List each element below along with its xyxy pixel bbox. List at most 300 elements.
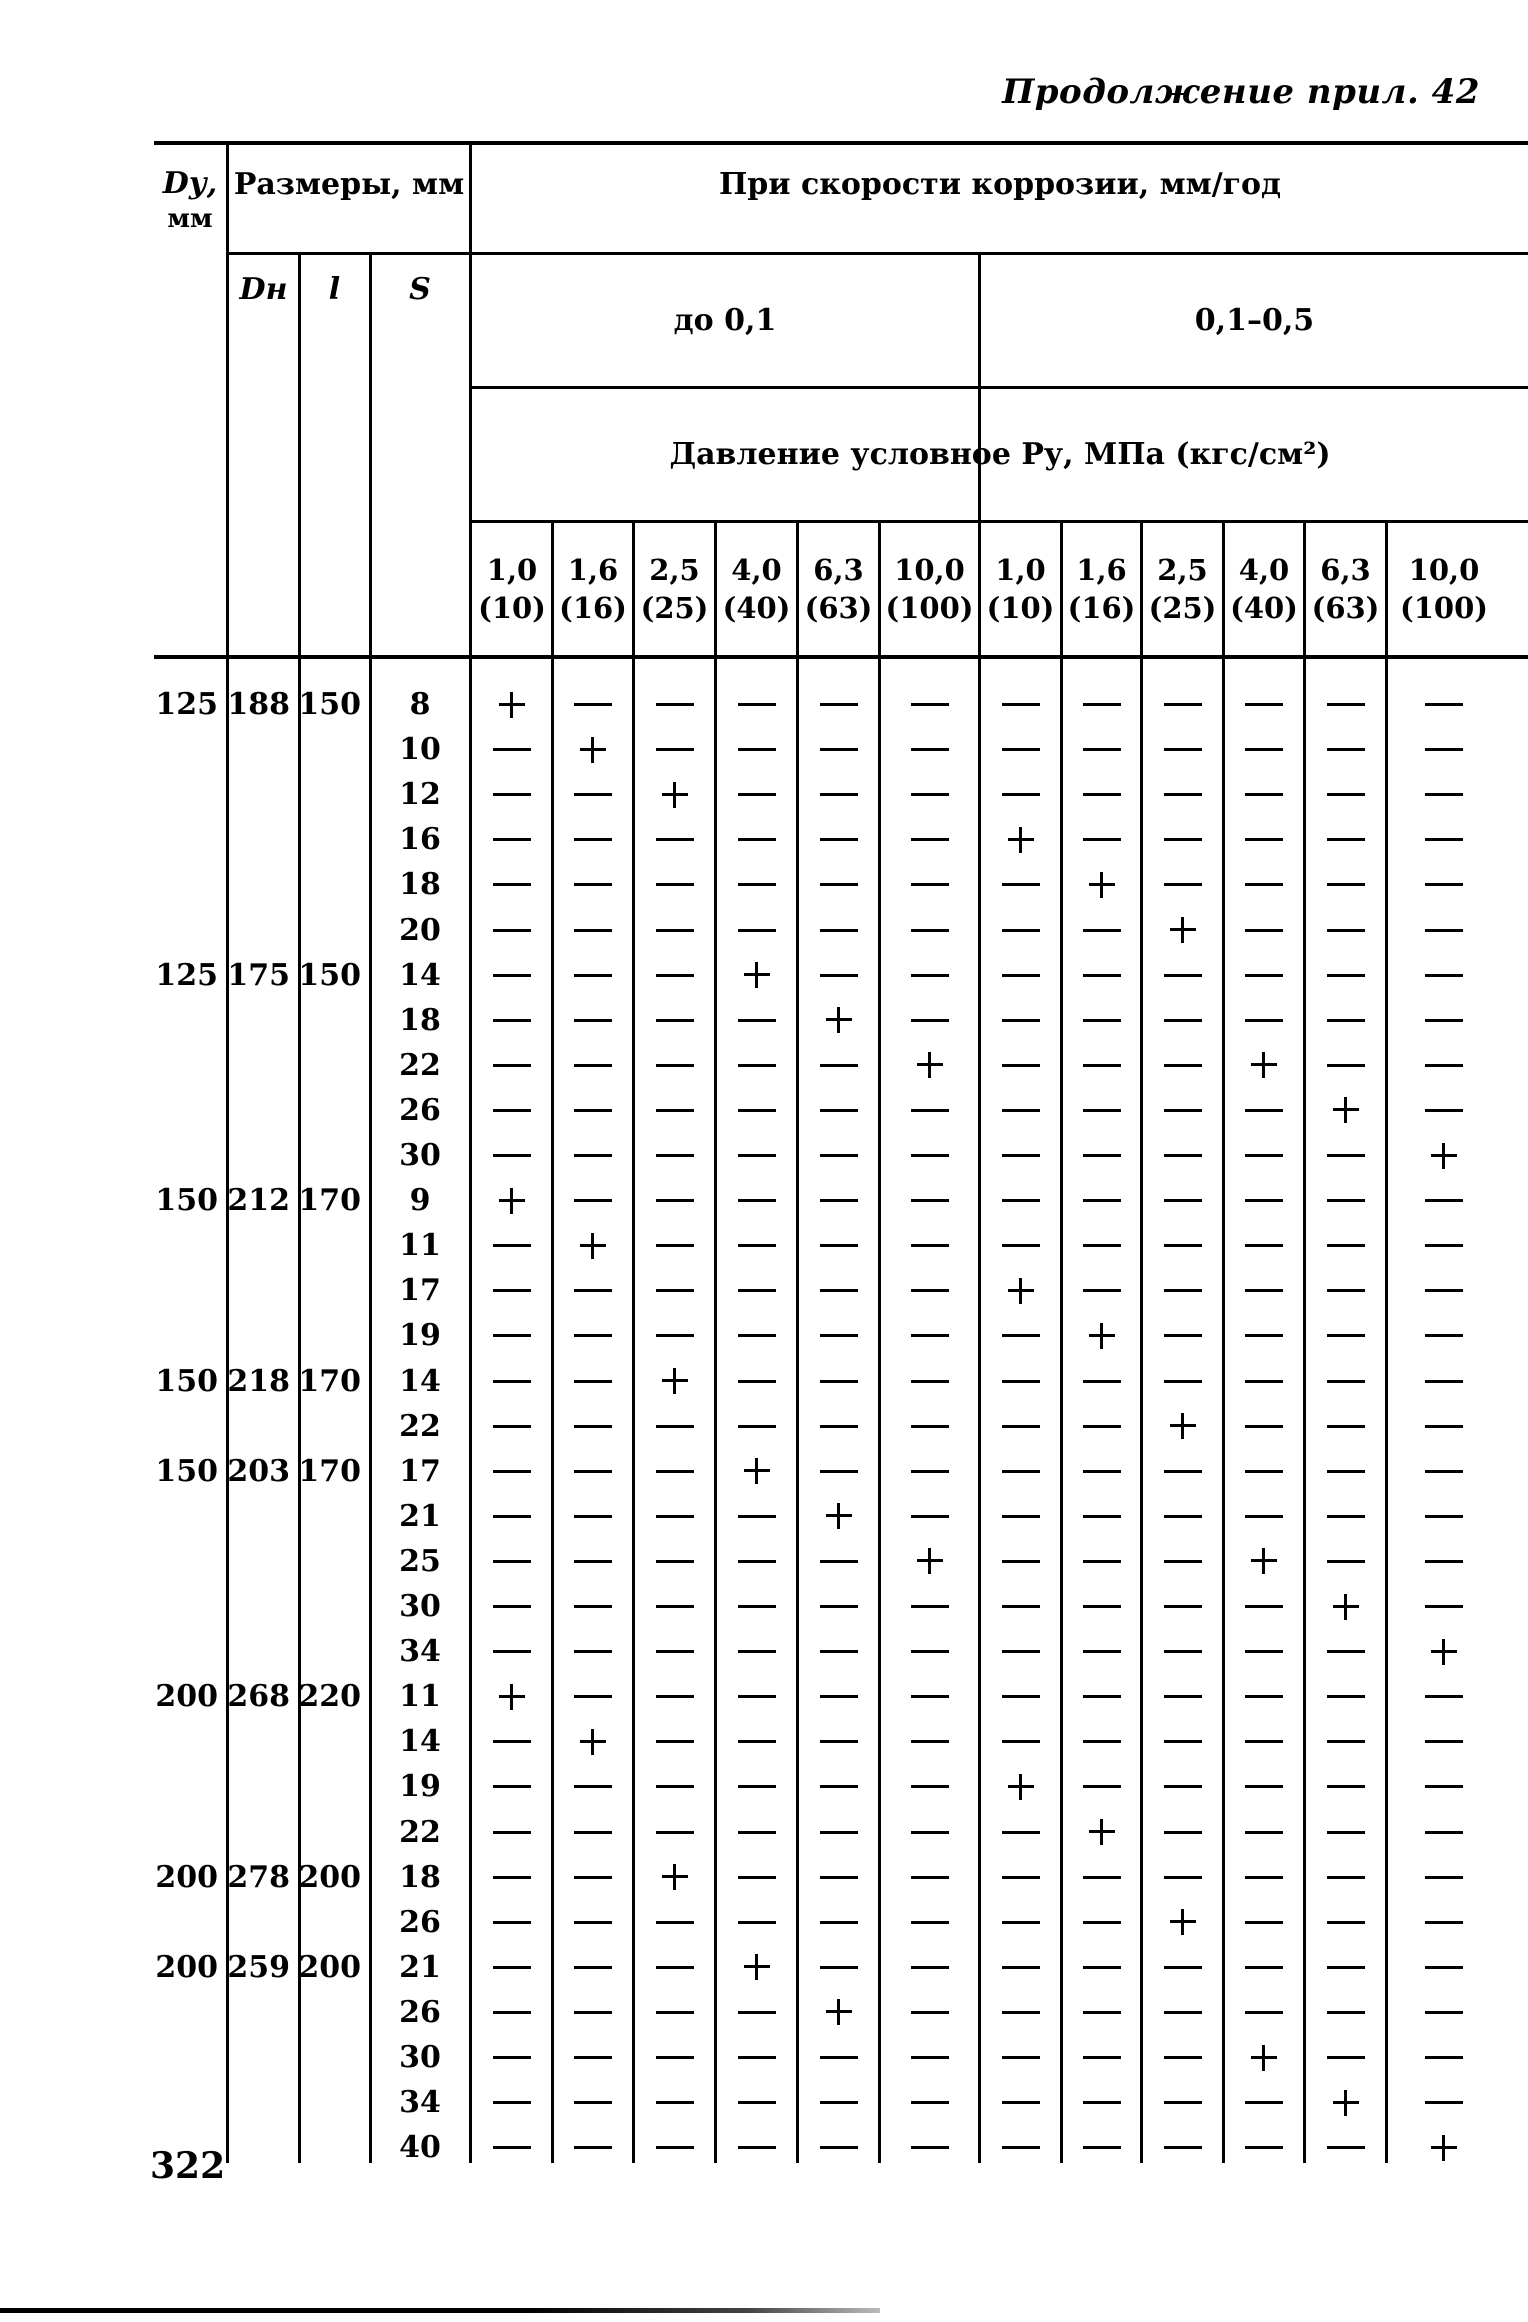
plus-icon bbox=[1170, 1413, 1196, 1439]
minus-icon bbox=[738, 1740, 776, 1743]
minus-icon bbox=[1083, 1019, 1121, 1022]
cell-minus bbox=[1143, 1945, 1222, 1990]
minus-icon bbox=[1425, 2056, 1463, 2059]
minus-icon bbox=[1425, 1244, 1463, 1247]
minus-icon bbox=[656, 1966, 694, 1969]
plus-icon bbox=[1008, 1774, 1034, 1800]
cell-plus bbox=[1388, 2125, 1500, 2170]
cell-minus bbox=[1063, 2035, 1140, 2080]
cell-minus bbox=[1225, 1900, 1303, 1945]
minus-icon bbox=[574, 703, 612, 706]
cell-minus bbox=[1306, 1764, 1385, 1809]
minus-icon bbox=[1083, 838, 1121, 841]
cell-minus bbox=[635, 1404, 714, 1449]
minus-icon bbox=[1002, 1064, 1040, 1067]
minus-icon bbox=[1083, 1064, 1121, 1067]
minus-icon bbox=[911, 1650, 949, 1653]
minus-icon bbox=[1425, 703, 1463, 706]
pressure-col-header bbox=[1225, 525, 1303, 653]
cell-l bbox=[300, 1719, 369, 1764]
cell-dy bbox=[150, 1404, 226, 1449]
cell-minus bbox=[1388, 1268, 1500, 1313]
cell-minus bbox=[881, 2125, 978, 2170]
minus-icon bbox=[1425, 1921, 1463, 1924]
cell-s: 19 bbox=[399, 1769, 441, 1805]
minus-icon bbox=[820, 1380, 858, 1383]
cell-minus bbox=[881, 1584, 978, 1629]
minus-icon bbox=[1327, 1695, 1365, 1698]
minus-icon bbox=[656, 929, 694, 932]
cell-plus bbox=[635, 772, 714, 817]
cell-dn bbox=[229, 1133, 298, 1178]
cell-minus bbox=[554, 1990, 632, 2035]
cell-minus bbox=[473, 862, 551, 907]
cell-minus bbox=[981, 1990, 1060, 2035]
cell-plus bbox=[635, 1855, 714, 1900]
minus-icon bbox=[820, 1199, 858, 1202]
plus-icon bbox=[1333, 1594, 1359, 1620]
cell-dn: 268 bbox=[227, 1679, 290, 1715]
minus-icon bbox=[656, 1470, 694, 1473]
cell-minus bbox=[1225, 2125, 1303, 2170]
cell-minus bbox=[554, 1359, 632, 1404]
cell-minus bbox=[717, 1404, 796, 1449]
cell-minus bbox=[717, 772, 796, 817]
pressure-mpa: 6,3 bbox=[813, 552, 864, 587]
minus-icon bbox=[911, 748, 949, 751]
cell-minus bbox=[981, 1900, 1060, 1945]
cell-minus bbox=[1388, 772, 1500, 817]
plus-icon bbox=[744, 962, 770, 988]
cell-minus bbox=[1388, 1449, 1500, 1494]
cell-minus bbox=[1388, 2080, 1500, 2125]
cell-minus bbox=[554, 1584, 632, 1629]
cell-minus bbox=[1063, 1178, 1140, 1223]
cell-minus bbox=[981, 682, 1060, 727]
cell-minus bbox=[554, 1268, 632, 1313]
cell-minus bbox=[1388, 1855, 1500, 1900]
plus-icon bbox=[1251, 1548, 1277, 1574]
minus-icon bbox=[656, 1199, 694, 1202]
cell-minus bbox=[473, 1268, 551, 1313]
cell-s: 14 bbox=[399, 1724, 441, 1760]
cell-minus bbox=[554, 1810, 632, 1855]
cell-s: 34 bbox=[399, 1634, 441, 1670]
minus-icon bbox=[656, 883, 694, 886]
minus-icon bbox=[574, 1831, 612, 1834]
cell-minus bbox=[1388, 1043, 1500, 1088]
minus-icon bbox=[1327, 1921, 1365, 1924]
cell-plus bbox=[981, 817, 1060, 862]
minus-icon bbox=[1327, 1289, 1365, 1292]
cell-dy: 150 bbox=[155, 1453, 218, 1489]
minus-icon bbox=[1425, 1199, 1463, 1202]
minus-icon bbox=[1164, 1966, 1202, 1969]
minus-icon bbox=[493, 1876, 531, 1879]
minus-icon bbox=[820, 1425, 858, 1428]
minus-icon bbox=[820, 1695, 858, 1698]
cell-dy bbox=[150, 1539, 226, 1584]
cell-minus bbox=[799, 953, 878, 998]
minus-icon bbox=[1245, 1515, 1283, 1518]
cell-minus bbox=[1306, 953, 1385, 998]
cell-minus bbox=[1306, 1539, 1385, 1584]
cell-dy: 200 bbox=[155, 1859, 218, 1895]
cell-dy bbox=[150, 772, 226, 817]
minus-icon bbox=[738, 793, 776, 796]
cell-plus bbox=[1143, 908, 1222, 953]
minus-icon bbox=[656, 1334, 694, 1337]
minus-icon bbox=[1245, 703, 1283, 706]
pressure-kgf: (63) bbox=[804, 591, 873, 625]
cell-minus bbox=[799, 1945, 878, 1990]
minus-icon bbox=[493, 1921, 531, 1924]
cell-minus bbox=[554, 1855, 632, 1900]
cell-minus bbox=[799, 1223, 878, 1268]
cell-minus bbox=[635, 953, 714, 998]
cell-minus bbox=[981, 1494, 1060, 1539]
cell-dn bbox=[229, 1990, 298, 2035]
cell-minus bbox=[1306, 1133, 1385, 1178]
minus-icon bbox=[1164, 1064, 1202, 1067]
cell-minus bbox=[1306, 2125, 1385, 2170]
minus-icon bbox=[911, 1244, 949, 1247]
plus-icon bbox=[662, 782, 688, 808]
minus-icon bbox=[1245, 883, 1283, 886]
cell-minus bbox=[717, 1313, 796, 1358]
cell-minus bbox=[554, 1629, 632, 1674]
minus-icon bbox=[493, 1019, 531, 1022]
header-bottom-rule bbox=[154, 655, 1528, 659]
cell-minus bbox=[1306, 1855, 1385, 1900]
cell-minus bbox=[1388, 2035, 1500, 2080]
cell-dn bbox=[229, 908, 298, 953]
plus-icon bbox=[662, 1864, 688, 1890]
minus-icon bbox=[1002, 929, 1040, 932]
cell-s: 22 bbox=[399, 1047, 441, 1083]
cell-minus bbox=[981, 1178, 1060, 1223]
minus-icon bbox=[738, 1876, 776, 1879]
cell-l bbox=[300, 1539, 369, 1584]
plus-icon bbox=[917, 1548, 943, 1574]
cell-minus bbox=[717, 908, 796, 953]
cell-minus bbox=[635, 1990, 714, 2035]
cell-minus bbox=[1225, 908, 1303, 953]
minus-icon bbox=[820, 1650, 858, 1653]
minus-icon bbox=[1245, 793, 1283, 796]
minus-icon bbox=[656, 1244, 694, 1247]
minus-icon bbox=[911, 838, 949, 841]
cell-minus bbox=[1143, 1674, 1222, 1719]
minus-icon bbox=[738, 1650, 776, 1653]
cell-minus bbox=[1063, 1223, 1140, 1268]
minus-icon bbox=[656, 1019, 694, 1022]
cell-minus bbox=[473, 1313, 551, 1358]
cell-s: 21 bbox=[399, 1498, 441, 1534]
minus-icon bbox=[1245, 1289, 1283, 1292]
minus-icon bbox=[820, 793, 858, 796]
cell-minus bbox=[717, 1900, 796, 1945]
cell-dn bbox=[229, 1313, 298, 1358]
cell-minus bbox=[473, 1945, 551, 1990]
cell-minus bbox=[881, 1178, 978, 1223]
minus-icon bbox=[1002, 1740, 1040, 1743]
cell-minus bbox=[981, 1043, 1060, 1088]
minus-icon bbox=[1083, 1560, 1121, 1563]
cell-dy bbox=[150, 1764, 226, 1809]
minus-icon bbox=[738, 1605, 776, 1608]
cell-minus bbox=[635, 1719, 714, 1764]
minus-icon bbox=[493, 1966, 531, 1969]
cell-dn: 188 bbox=[227, 687, 290, 722]
minus-icon bbox=[820, 1605, 858, 1608]
cell-plus bbox=[1225, 2035, 1303, 2080]
minus-icon bbox=[493, 748, 531, 751]
minus-icon bbox=[1245, 2101, 1283, 2104]
minus-icon bbox=[738, 703, 776, 706]
minus-icon bbox=[1425, 1605, 1463, 1608]
minus-icon bbox=[1164, 2146, 1202, 2149]
minus-icon bbox=[820, 2146, 858, 2149]
cell-s: 17 bbox=[399, 1273, 441, 1309]
cell-minus bbox=[554, 682, 632, 727]
cell-l bbox=[300, 1268, 369, 1313]
plus-icon bbox=[580, 1233, 606, 1259]
pressure-mpa: 1,0 bbox=[995, 552, 1046, 587]
header-s: S bbox=[409, 272, 431, 308]
cell-minus bbox=[1063, 1359, 1140, 1404]
minus-icon bbox=[1083, 1470, 1121, 1473]
minus-icon bbox=[1425, 1785, 1463, 1788]
pressure-kgf: (16) bbox=[559, 591, 627, 625]
cell-plus bbox=[717, 1945, 796, 1990]
cell-plus bbox=[799, 998, 878, 1043]
minus-icon bbox=[1083, 1244, 1121, 1247]
cell-minus bbox=[1225, 1223, 1303, 1268]
cell-l: 170 bbox=[298, 1183, 361, 1219]
cell-minus bbox=[1063, 772, 1140, 817]
minus-icon bbox=[1245, 974, 1283, 977]
cell-minus bbox=[1143, 727, 1222, 772]
minus-icon bbox=[1245, 1650, 1283, 1653]
minus-icon bbox=[1164, 2101, 1202, 2104]
cell-plus bbox=[881, 1539, 978, 1584]
minus-icon bbox=[911, 1966, 949, 1969]
cell-minus bbox=[799, 1088, 878, 1133]
cell-minus bbox=[881, 1764, 978, 1809]
cell-minus bbox=[981, 1539, 1060, 1584]
pressure-col-header bbox=[1388, 525, 1500, 653]
minus-icon bbox=[1245, 929, 1283, 932]
minus-icon bbox=[1327, 703, 1365, 706]
cell-minus bbox=[717, 682, 796, 727]
cell-minus bbox=[635, 1043, 714, 1088]
minus-icon bbox=[493, 1244, 531, 1247]
cell-minus bbox=[981, 2125, 1060, 2170]
minus-icon bbox=[1327, 1470, 1365, 1473]
cell-minus bbox=[635, 1539, 714, 1584]
minus-icon bbox=[1164, 1154, 1202, 1157]
minus-icon bbox=[574, 1560, 612, 1563]
minus-icon bbox=[820, 2056, 858, 2059]
cell-minus bbox=[881, 862, 978, 907]
minus-icon bbox=[820, 1560, 858, 1563]
minus-icon bbox=[911, 1921, 949, 1924]
minus-icon bbox=[1002, 1334, 1040, 1337]
cell-minus bbox=[717, 1629, 796, 1674]
cell-minus bbox=[1143, 2035, 1222, 2080]
cell-minus bbox=[981, 1855, 1060, 1900]
cell-minus bbox=[1143, 1268, 1222, 1313]
cell-minus bbox=[981, 1810, 1060, 1855]
cell-minus bbox=[1388, 1178, 1500, 1223]
pressure-kgf: (10) bbox=[986, 591, 1055, 625]
minus-icon bbox=[1327, 1876, 1365, 1879]
cell-dn bbox=[229, 1223, 298, 1268]
minus-icon bbox=[574, 1695, 612, 1698]
minus-icon bbox=[738, 1154, 776, 1157]
minus-icon bbox=[1083, 1921, 1121, 1924]
cell-minus bbox=[717, 1539, 796, 1584]
plus-icon bbox=[1170, 917, 1196, 943]
minus-icon bbox=[1083, 929, 1121, 932]
minus-icon bbox=[1002, 1515, 1040, 1518]
cell-dn bbox=[229, 727, 298, 772]
pressure-kgf: (100) bbox=[885, 591, 974, 625]
cell-minus bbox=[473, 1990, 551, 2035]
minus-icon bbox=[574, 1470, 612, 1473]
minus-icon bbox=[656, 748, 694, 751]
cell-minus bbox=[1388, 908, 1500, 953]
minus-icon bbox=[1245, 1199, 1283, 1202]
cell-minus bbox=[981, 1584, 1060, 1629]
cell-minus bbox=[717, 2080, 796, 2125]
cell-minus bbox=[1306, 998, 1385, 1043]
cell-minus bbox=[1388, 1404, 1500, 1449]
minus-icon bbox=[1083, 748, 1121, 751]
cell-minus bbox=[554, 1945, 632, 1990]
cell-s: 30 bbox=[399, 1589, 441, 1624]
cell-minus bbox=[473, 727, 551, 772]
minus-icon bbox=[911, 2056, 949, 2059]
cell-minus bbox=[981, 908, 1060, 953]
minus-icon bbox=[1083, 1876, 1121, 1879]
minus-icon bbox=[1245, 1921, 1283, 1924]
plus-icon bbox=[1431, 1143, 1457, 1169]
cell-minus bbox=[1225, 1990, 1303, 2035]
cell-minus bbox=[1063, 1539, 1140, 1584]
pressure-mpa: 4,0 bbox=[731, 552, 782, 587]
cell-l: 170 bbox=[298, 1363, 361, 1399]
cell-dy: 150 bbox=[155, 1183, 218, 1219]
cell-minus bbox=[1063, 727, 1140, 772]
minus-icon bbox=[1002, 1921, 1040, 1924]
minus-icon bbox=[820, 1966, 858, 1969]
minus-icon bbox=[1425, 1064, 1463, 1067]
cell-minus bbox=[635, 1584, 714, 1629]
minus-icon bbox=[1425, 883, 1463, 886]
minus-icon bbox=[493, 1154, 531, 1157]
cell-minus bbox=[473, 2125, 551, 2170]
cell-minus bbox=[473, 1629, 551, 1674]
cell-minus bbox=[473, 772, 551, 817]
pressure-mpa: 1,6 bbox=[1076, 552, 1127, 587]
cell-plus bbox=[1225, 1539, 1303, 1584]
minus-icon bbox=[1425, 2101, 1463, 2104]
pressure-mpa: 6,3 bbox=[1320, 552, 1371, 587]
minus-icon bbox=[738, 1831, 776, 1834]
cell-minus bbox=[473, 908, 551, 953]
minus-icon bbox=[1327, 1650, 1365, 1653]
header-rate-group-2: 0,1–0,5 bbox=[1194, 302, 1315, 338]
minus-icon bbox=[1245, 1966, 1283, 1969]
minus-icon bbox=[493, 1064, 531, 1067]
minus-icon bbox=[1425, 1019, 1463, 1022]
pressure-col-header bbox=[473, 525, 551, 653]
cell-minus bbox=[981, 998, 1060, 1043]
minus-icon bbox=[1164, 1109, 1202, 1112]
cell-l bbox=[300, 817, 369, 862]
cell-minus bbox=[1388, 1494, 1500, 1539]
minus-icon bbox=[574, 1380, 612, 1383]
cell-minus bbox=[881, 1449, 978, 1494]
minus-icon bbox=[1083, 1966, 1121, 1969]
minus-icon bbox=[574, 1650, 612, 1653]
cell-minus bbox=[1225, 1764, 1303, 1809]
plus-icon bbox=[744, 1458, 770, 1484]
plus-icon bbox=[580, 737, 606, 763]
cell-minus bbox=[635, 1900, 714, 1945]
cell-minus bbox=[1063, 1900, 1140, 1945]
minus-icon bbox=[738, 1019, 776, 1022]
cell-minus bbox=[1388, 1584, 1500, 1629]
minus-icon bbox=[820, 2101, 858, 2104]
minus-icon bbox=[1164, 1560, 1202, 1563]
plus-icon bbox=[1008, 1278, 1034, 1304]
cell-minus bbox=[473, 1133, 551, 1178]
minus-icon bbox=[1327, 1199, 1365, 1202]
cell-minus bbox=[1143, 2080, 1222, 2125]
minus-icon bbox=[738, 2056, 776, 2059]
cell-minus bbox=[1143, 1313, 1222, 1358]
cell-minus bbox=[473, 1359, 551, 1404]
minus-icon bbox=[738, 1921, 776, 1924]
minus-icon bbox=[1164, 974, 1202, 977]
cell-dn: 218 bbox=[227, 1363, 290, 1399]
plus-icon bbox=[499, 1684, 525, 1710]
cell-minus bbox=[881, 2080, 978, 2125]
minus-icon bbox=[738, 1560, 776, 1563]
cell-minus bbox=[1063, 1268, 1140, 1313]
minus-icon bbox=[1083, 1740, 1121, 1743]
minus-icon bbox=[1164, 838, 1202, 841]
cell-minus bbox=[473, 1494, 551, 1539]
minus-icon bbox=[1002, 1605, 1040, 1608]
minus-icon bbox=[911, 1289, 949, 1292]
minus-icon bbox=[1245, 1470, 1283, 1473]
cell-l: 200 bbox=[298, 1949, 361, 1985]
cell-plus bbox=[1388, 1133, 1500, 1178]
minus-icon bbox=[1327, 1154, 1365, 1157]
minus-icon bbox=[574, 1876, 612, 1879]
cell-minus bbox=[799, 1719, 878, 1764]
cell-s: 30 bbox=[399, 2040, 441, 2075]
cell-plus bbox=[473, 1674, 551, 1719]
minus-icon bbox=[1327, 2011, 1365, 2014]
cell-minus bbox=[554, 1043, 632, 1088]
cell-dy: 125 bbox=[155, 687, 218, 722]
cell-minus bbox=[799, 1404, 878, 1449]
